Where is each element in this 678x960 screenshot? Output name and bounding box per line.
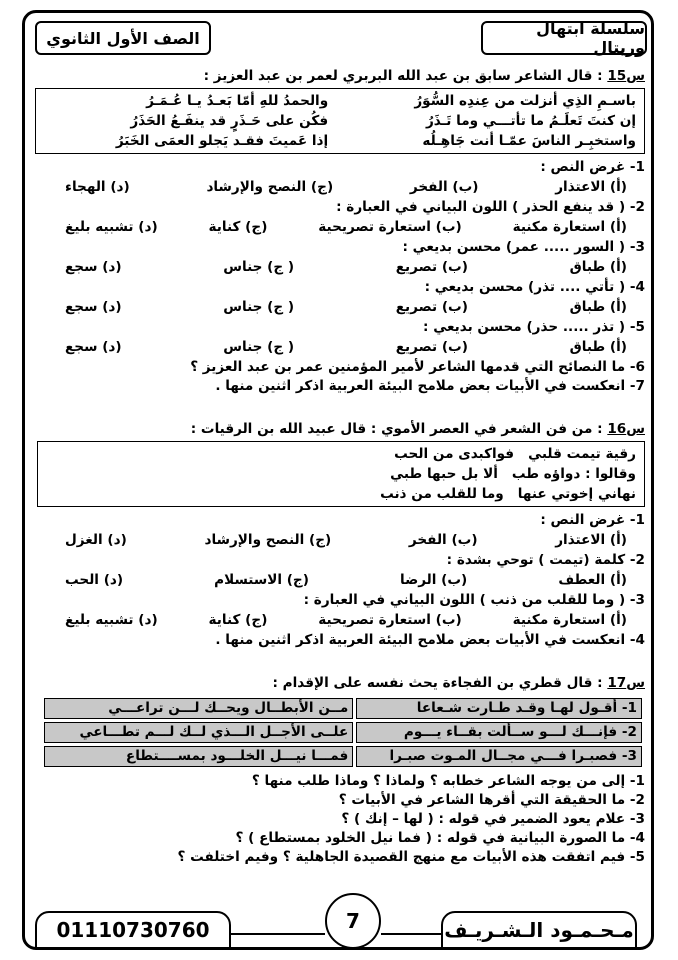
option-d[interactable]: (د) سجع: [65, 339, 122, 355]
verse-first-half: 3- فصبـرا فـــي مجــال المـوت صبـرا: [356, 746, 642, 767]
option-a[interactable]: (أ) الاعتذار: [555, 179, 627, 195]
option-b[interactable]: (ب) تصريع: [395, 339, 468, 355]
q15-item-4-options: [35, 297, 645, 318]
option-b[interactable]: (ب) الفخر: [409, 179, 479, 195]
option-d[interactable]: (د) تشبيه بليغ: [65, 612, 158, 628]
q16-poem-box: [37, 441, 645, 507]
option-a[interactable]: (أ) استعارة مكنية: [512, 612, 627, 628]
verse-row: [46, 484, 636, 504]
option-d[interactable]: (د) سجع: [65, 259, 122, 275]
option-a[interactable]: (أ) العطف: [558, 572, 627, 588]
q15-item-4: 4- ( تأتي .... تذر) محسن بديعي :: [424, 279, 645, 295]
option-c[interactable]: (ج) الاستسلام: [214, 572, 309, 588]
q17-number: س17: [607, 675, 645, 691]
verse-first-half: نهاني إخوتي عنها: [517, 486, 636, 502]
phone-number: 01110730760: [35, 911, 231, 949]
q15-item-2-options: [35, 217, 645, 238]
series-title: سلسلة ابتهال وريتال: [481, 21, 647, 55]
option-c[interactable]: ( ج) جناس: [223, 299, 295, 315]
verse-second-half: مــن الأبطــال ويحــك لـــن تراعـــي: [44, 698, 353, 719]
verse-second-half: ألا بل حبها طبي: [390, 466, 498, 482]
q16-heading: : من فن الشعر في العصر الأموي : قال عبيد الله بن الرقيات :: [190, 421, 603, 437]
option-c[interactable]: ( ج) جناس: [223, 339, 295, 355]
option-d[interactable]: (د) الحب: [65, 572, 124, 588]
q15-item-3: 3- ( السور ..... عمر) محسن بديعي :: [402, 239, 645, 255]
verse-first-half: 1- أقـول لهـا وقـد طـارت شـعاعا: [356, 698, 642, 719]
verse-second-half: والحمدُ للهِ أمّا بَعـدُ يـا عُـمَـرُ: [146, 93, 329, 109]
q17-title: [35, 674, 645, 693]
option-c[interactable]: (ج) كناية: [208, 219, 268, 235]
q17-question-5: 5- فيم اتفقت هذه الأبيات مع منهج القصيدة الجاهلية ؟ وفيم اختلفت ؟: [177, 849, 645, 865]
spacer: [35, 396, 645, 418]
q17-heading: : قال قطري بن الفجاءة يحث نفسه على الإقدام :: [272, 675, 603, 691]
q15-item-3-options: [35, 257, 645, 278]
q15-title: [35, 67, 645, 86]
verse-second-half: علــى الأجــل الـــذي لــك لـــم تطـــاعي: [44, 722, 353, 743]
verse-row: [46, 464, 636, 484]
option-b[interactable]: (ب) تصريع: [395, 299, 468, 315]
q15-poem-box: [35, 88, 645, 154]
verse-first-half: رقية تيمت قلبي: [528, 446, 636, 462]
option-c[interactable]: (ج) النصح والإرشاد: [204, 532, 332, 548]
verse-second-half: وما للقلب من ذنب: [380, 486, 504, 502]
footer-line-right: [381, 933, 441, 935]
option-b[interactable]: (ب) الرضا: [399, 572, 468, 588]
q16-item-3: 3- ( وما للقلب من ذنب ) اللون البياني في العبارة :: [303, 592, 645, 608]
grade-title: الصف الأول الثانوي: [35, 21, 211, 55]
verse-second-half: فكُن على حَـذَرٍ قد ينفَـعُ الحَذَرُ: [130, 113, 329, 129]
q16-item-4: 4- انعكست في الأبيات بعض ملامح البيئة العربية اذكر اثنين منها .: [215, 632, 645, 648]
verse-first-half: 2- فإنـــك لـــو ســألت بقــاء يـــوم: [356, 722, 642, 743]
verse-row: [44, 111, 636, 131]
worksheet-content: [35, 65, 645, 867]
q15-heading: : قال الشاعر سابق بن عبد الله البربري لعمر بن عبد العزيز :: [203, 68, 603, 84]
q17-question-1: 1- إلى من يوجه الشاعر خطابه ؟ ولماذا ؟ وماذا طلب منها ؟: [251, 773, 645, 789]
q15-item-5-options: [35, 337, 645, 358]
q16-item-2: 2- كلمة (تيمت ) توحي بشدة :: [446, 552, 645, 568]
author-name: مـحـمـود الـشـريـف: [441, 911, 637, 949]
q16-item-2-options: [35, 570, 645, 591]
spacer: [35, 650, 645, 672]
verse-first-half: وقالوا : دواؤه طب: [511, 466, 636, 482]
verse-row: [44, 91, 636, 111]
q16-number: س16: [607, 421, 645, 437]
option-d[interactable]: (د) الغزل: [65, 532, 127, 548]
q15-item-5: 5- ( تذر ..... حذر) محسن بديعي :: [423, 319, 645, 335]
option-b[interactable]: (ب) استعارة تصريحية: [318, 219, 462, 235]
option-a[interactable]: (أ) الاعتذار: [555, 532, 627, 548]
option-c[interactable]: (ج) النصح والإرشاد: [206, 179, 334, 195]
q17-verse-table: [41, 695, 645, 770]
option-b[interactable]: (ب) استعارة تصريحية: [318, 612, 462, 628]
option-d[interactable]: (د) سجع: [65, 299, 122, 315]
option-c[interactable]: (ج) كناية: [208, 612, 268, 628]
option-a[interactable]: (أ) طباق: [569, 299, 627, 315]
verse-first-half: واستخبِـر الناسَ عمّـا أنت جَاهِـلُه: [422, 133, 636, 149]
footer-line-left: [231, 933, 325, 935]
q16-item-3-options: [35, 610, 645, 631]
option-d[interactable]: (د) الهجاء: [65, 179, 130, 195]
q17-question-4: 4- ما الصورة البيانية في قوله : ( فما نيل الخلود بمستطاع ) ؟: [235, 830, 645, 846]
verse-row: [44, 131, 636, 151]
q15-item-2: 2- ( قد ينفع الحذر ) اللون البياني في العبارة :: [336, 199, 645, 215]
q17-question-3: 3- علام يعود الضمير في قوله : ( لها – إنك ) ؟: [341, 811, 645, 827]
verse-first-half: باسـمِ الذِي أنزلت من عِندِه السُّوَرُ: [414, 93, 636, 109]
option-b[interactable]: (ب) تصريع: [395, 259, 468, 275]
option-a[interactable]: (أ) طباق: [569, 339, 627, 355]
q16-item-1-options: [35, 530, 645, 551]
verse-row: [44, 698, 642, 719]
q15-item-1: 1- غرض النص :: [540, 159, 645, 175]
verse-row: [44, 746, 642, 767]
verse-second-half: فواكبدى من الحب: [394, 446, 515, 462]
verse-row: [44, 722, 642, 743]
verse-second-half: إذا عَميتَ فقـد يَجلو العمَى الخَبَرُ: [115, 133, 329, 149]
option-a[interactable]: (أ) استعارة مكنية: [512, 219, 627, 235]
option-a[interactable]: (أ) طباق: [569, 259, 627, 275]
option-d[interactable]: (د) تشبيه بليغ: [65, 219, 158, 235]
verse-second-half: فمـــا نيـــل الخلـــود بمســــتطاع: [44, 746, 353, 767]
q15-item-7: 7- انعكست في الأبيات بعض ملامح البيئة العربية اذكر اثنين منها .: [215, 378, 645, 394]
page-number: 7: [325, 893, 381, 949]
verse-row: [46, 444, 636, 464]
q16-title: [35, 420, 645, 439]
verse-first-half: إن كنتَ تَعلَـمُ ما تأتـــي وما تَـذَرُ: [425, 113, 636, 129]
q15-number: س15: [607, 68, 645, 84]
q17-question-2: 2- ما الحقيقة التي أقرها الشاعر في الأبيات ؟: [338, 792, 645, 808]
option-b[interactable]: (ب) الفخر: [408, 532, 478, 548]
option-c[interactable]: ( ج) جناس: [223, 259, 295, 275]
page-frame: [22, 10, 654, 950]
q15-item-1-options: [35, 177, 645, 198]
q16-item-1: 1- غرض النص :: [540, 512, 645, 528]
q15-item-6: 6- ما النصائح التي قدمها الشاعر لأمير المؤمنين عمر بن عبد العزيز ؟: [190, 359, 645, 375]
